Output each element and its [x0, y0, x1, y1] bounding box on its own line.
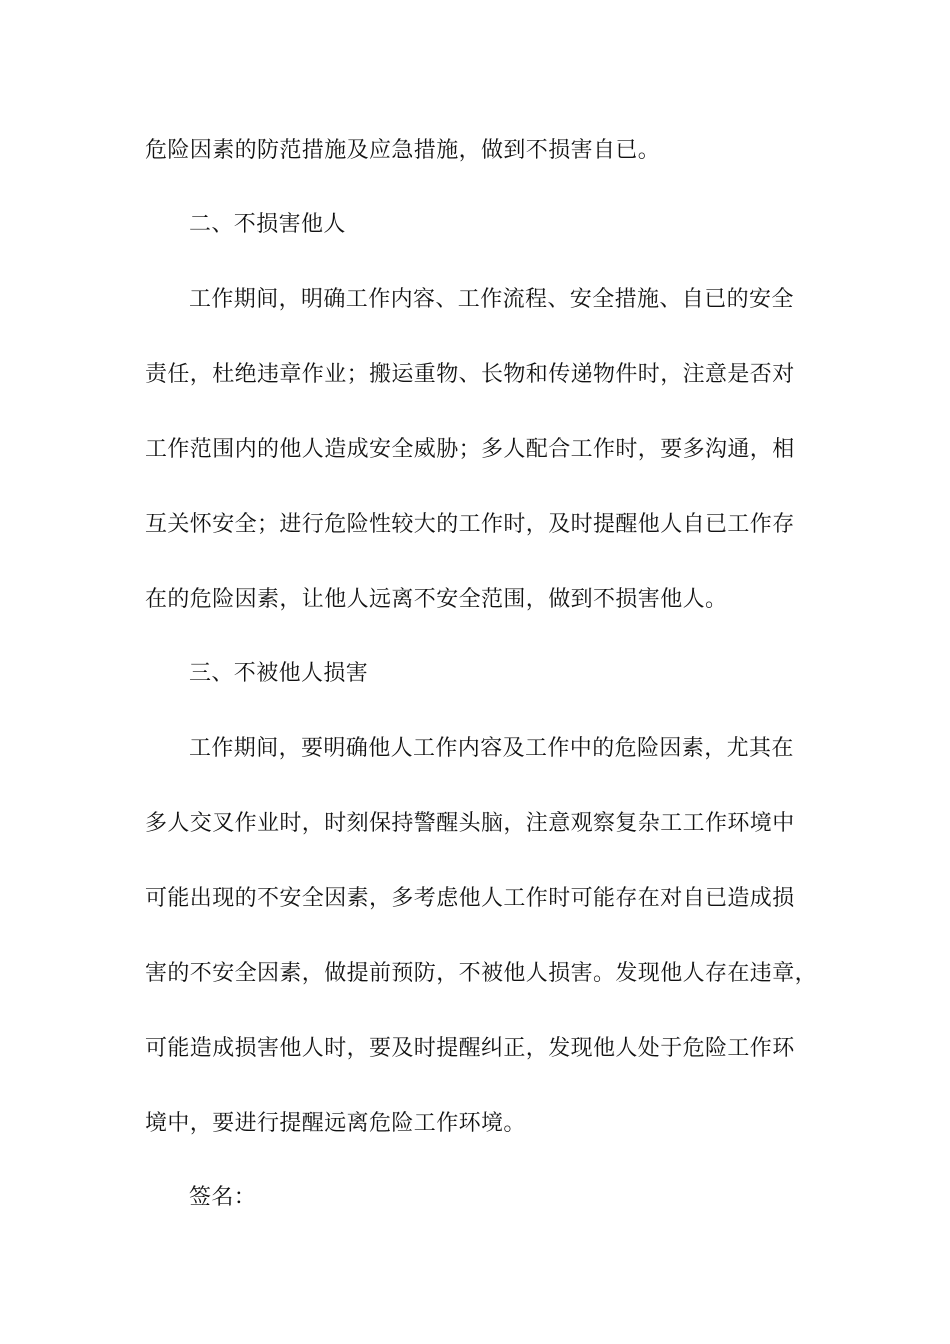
paragraph-line: 互关怀安全；进行危险性较大的工作时，及时提醒他人自已工作存: [145, 512, 795, 537]
paragraph-line: 在的危险因素，让他人远离不安全范围，做到不损害他人。: [145, 587, 728, 612]
paragraph-line: 可能出现的不安全因素，多考虑他人工作时可能存在对自已造成损: [145, 886, 795, 911]
paragraph-line: 害的不安全因素，做提前预防，不被他人损害。发现他人存在违章，: [145, 961, 818, 986]
paragraph-line: 境中，要进行提醒远离危险工作环境。: [145, 1111, 526, 1136]
paragraph-line-continuation: 危险因素的防范措施及应急措施，做到不损害自已。: [145, 138, 661, 163]
section-heading-not-harmed-by-others: 三、不被他人损害: [189, 661, 369, 686]
paragraph-line: 工作期间，明确工作内容、工作流程、安全措施、自已的安全: [189, 287, 794, 312]
signature-label: 签名：: [189, 1185, 257, 1210]
paragraph-line: 可能造成损害他人时，要及时提醒纠正，发现他人处于危险工作环: [145, 1036, 795, 1061]
paragraph-line: 工作期间，要明确他人工作内容及工作中的危险因素，尤其在: [189, 736, 794, 761]
paragraph-line: 责任，杜绝违章作业；搬运重物、长物和传递物件时，注意是否对: [145, 362, 795, 387]
paragraph-line: 工作范围内的他人造成安全威胁；多人配合工作时，要多沟通，相: [145, 437, 795, 462]
section-heading-no-harm-to-others: 二、不损害他人: [189, 212, 346, 237]
paragraph-line: 多人交叉作业时，时刻保持警醒头脑，注意观察复杂工工作环境中: [145, 811, 795, 836]
